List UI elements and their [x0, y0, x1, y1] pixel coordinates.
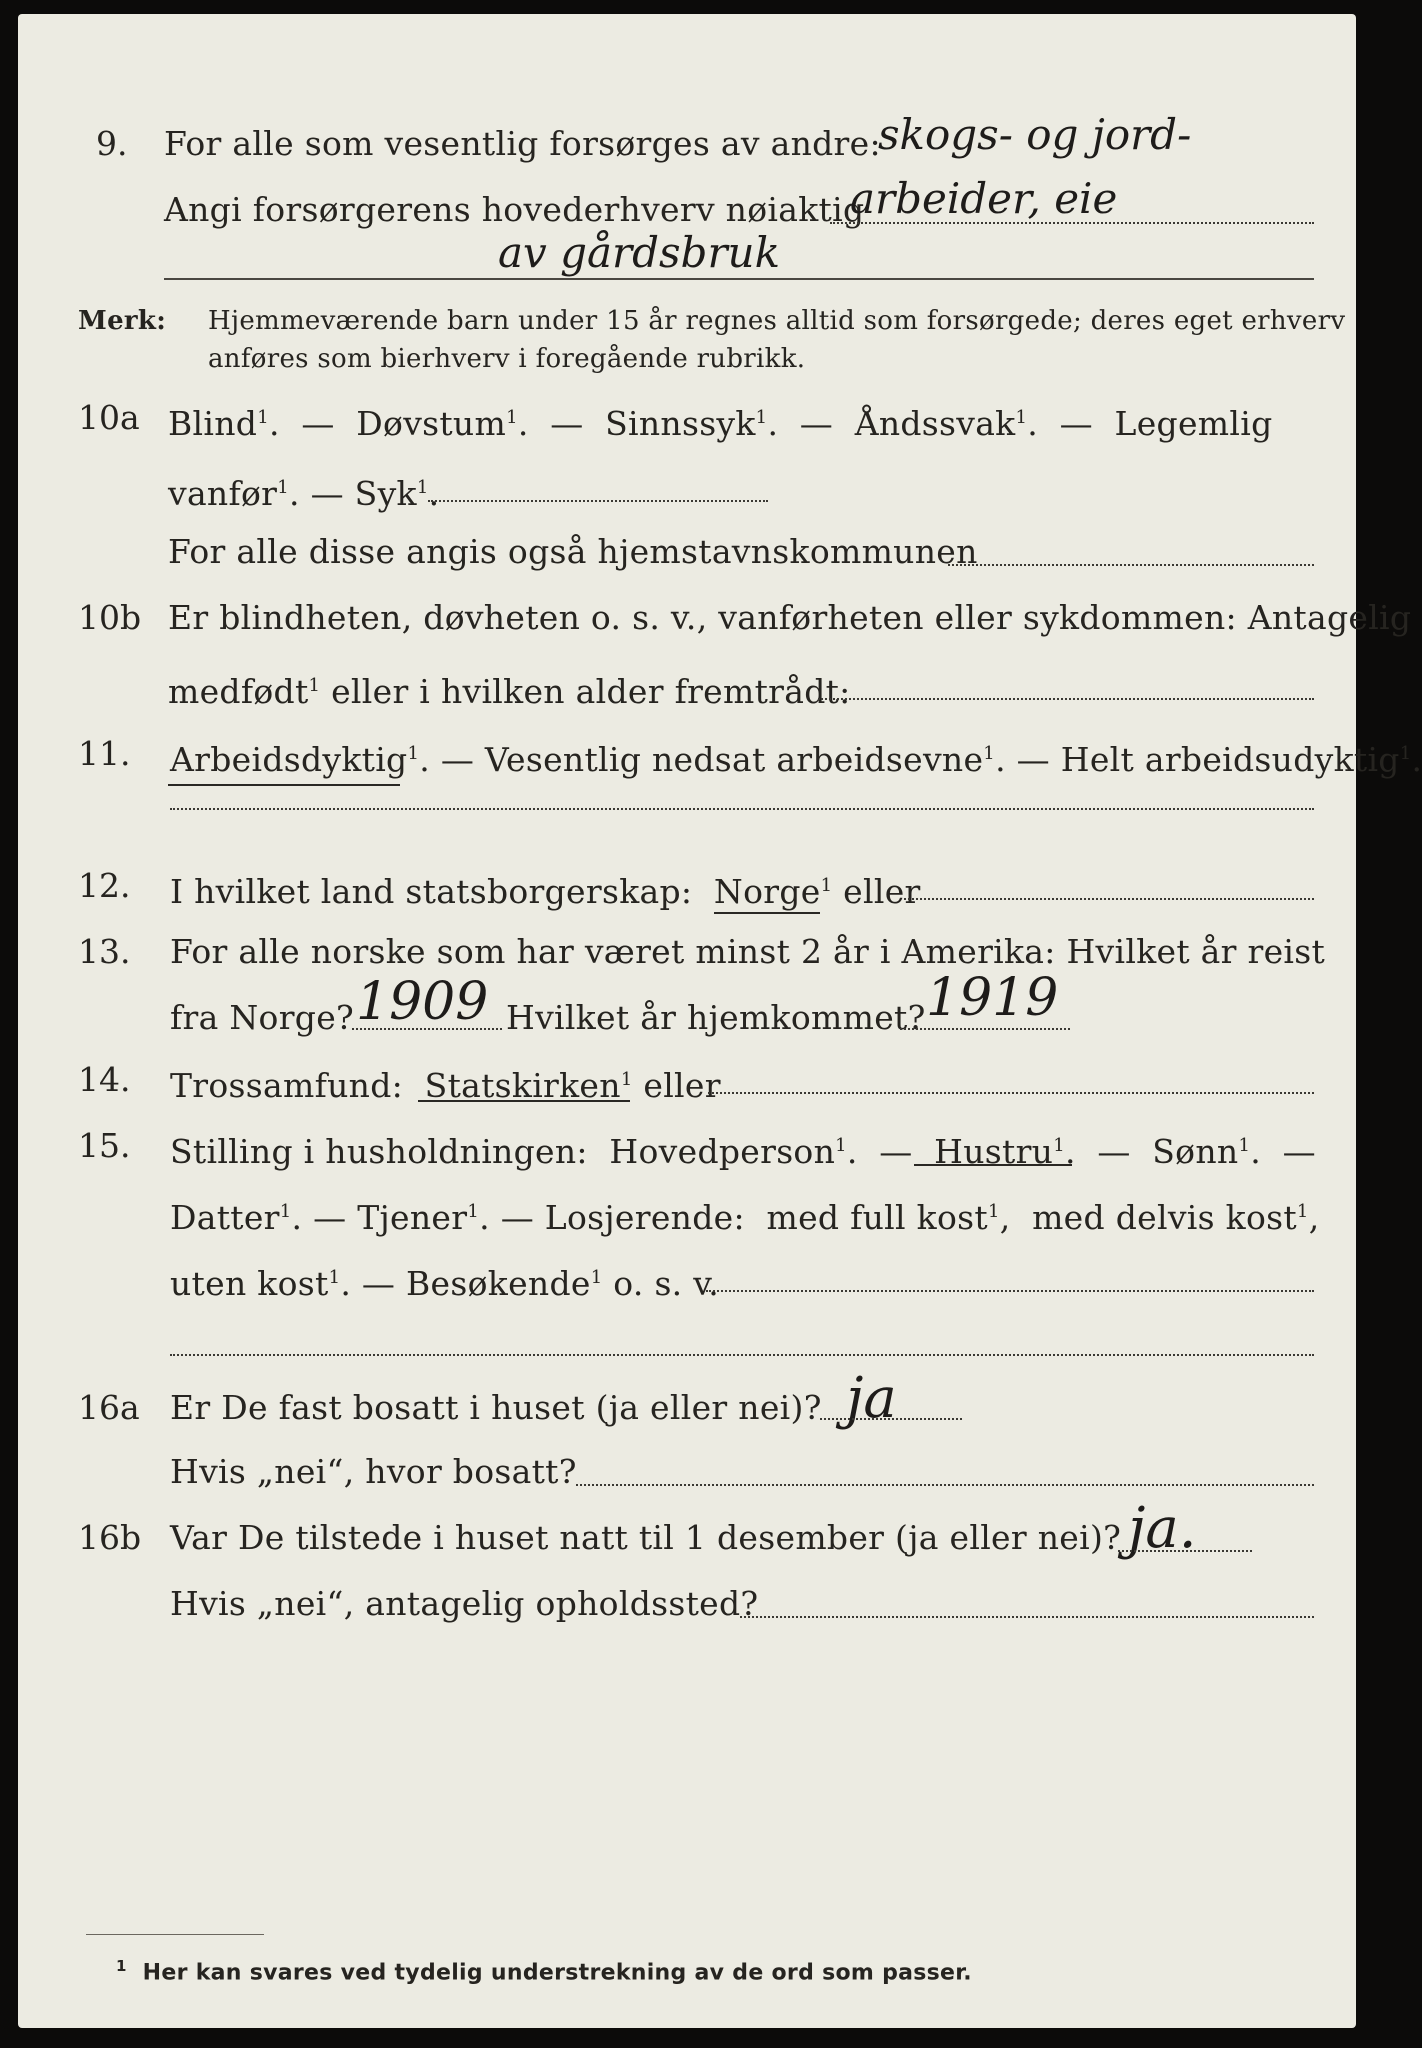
q12-number: 12.	[78, 866, 131, 905]
q11-line1: Arbeidsdyktig$^1$. — Vesentlig nedsat arbeidsevne$^1$. — Helt arbeidsudyktig$^1$.	[170, 740, 1422, 779]
q14-answer-line	[708, 1092, 1314, 1094]
q16a-number: 16a	[78, 1388, 140, 1427]
q15-line2: Datter$^1$. — Tjener$^1$. — Losjerende: med full kost$^1$, med delvis kost$^1$,	[170, 1198, 1320, 1237]
q13-hjemkommet: Hvilket år hjemkommet?	[506, 998, 926, 1037]
q9-number: 9.	[96, 124, 128, 163]
q16b-answer-line-2	[740, 1616, 1314, 1618]
q10a-answer-line-2	[948, 564, 1314, 566]
q13-answer-line-1	[352, 1028, 502, 1030]
q14-underline-statskirken	[418, 1100, 630, 1102]
q13-answer-line-2	[900, 1028, 1070, 1030]
q12-underline-norge	[714, 912, 820, 914]
q15-answer-line-2	[170, 1354, 1314, 1356]
q9-handwriting-3: av gårdsbruk	[498, 228, 781, 277]
q10a-line3: For alle disse angis også hjemstavnskommunen	[168, 532, 978, 571]
q16b-answer: ja.	[1128, 1496, 1197, 1561]
footnote-separator	[86, 1934, 264, 1935]
q9-handwriting-2: arbeider, eie	[850, 174, 1118, 223]
q14-line1: Trossamfund: Statskirken$^1$ eller	[170, 1066, 721, 1105]
q9-answer-line-2	[164, 278, 1314, 280]
q13-line1: For alle norske som har været minst 2 år i Amerika: Hvilket år reist	[170, 932, 1326, 971]
q16b-line1: Var De tilstede i huset natt til 1 desember (ja eller nei)?	[170, 1518, 1122, 1557]
q10a-answer-line-1	[428, 500, 768, 502]
q10b-line1: Er blindheten, døvheten o. s. v., vanførheten eller sykdommen: Antagelig	[168, 598, 1412, 637]
q16a-line1: Er De fast bosatt i huset (ja eller nei)?	[170, 1388, 822, 1427]
q13-hjemkommet-year: 1919	[926, 968, 1059, 1028]
q13-reist-year: 1909	[356, 972, 489, 1032]
q16b-number: 16b	[78, 1518, 142, 1557]
q16b-answer-line-1	[1118, 1550, 1252, 1552]
q10b-number: 10b	[78, 598, 142, 637]
q13-fra-norge: fra Norge?	[170, 998, 355, 1037]
census-form-page	[18, 14, 1422, 2028]
q10b-answer-line	[818, 698, 1314, 700]
q15-line1: Stilling i husholdningen: Hovedperson$^1$. — Hustru$^1$. — Sønn$^1$. —	[170, 1132, 1316, 1171]
q13-number: 13.	[78, 932, 131, 971]
merk-line2: anføres som bierhverv i foregående rubrikk.	[208, 344, 806, 374]
q15-line3: uten kost$^1$. — Besøkende$^1$ o. s. v.	[170, 1264, 720, 1303]
merk-label: Merk:	[78, 306, 167, 336]
q16a-answer-line-1	[820, 1418, 962, 1420]
footnote: $^1$ Her kan svares ved tydelig understrekning av de ord som passer.	[116, 1957, 972, 1986]
q10a-line1: Blind$^1$. — Døvstum$^1$. — Sinnssyk$^1$. — Åndssvak$^1$. — Legemlig	[168, 404, 1273, 443]
q11-underline-arbeidsdyktig	[168, 784, 400, 786]
q16a-answer-line-2	[576, 1484, 1314, 1486]
q15-answer-line-1	[706, 1290, 1314, 1292]
q16b-line2: Hvis „nei“, antagelig opholdssted?	[170, 1584, 759, 1623]
q9-line2: Angi forsørgerens hovederhverv nøiaktig	[164, 190, 865, 229]
q12-answer-line	[904, 898, 1314, 900]
q16a-line2: Hvis „nei“, hvor bosatt?	[170, 1452, 577, 1491]
q9-handwriting-1: skogs- og jord-	[878, 110, 1192, 159]
q9-line1: For alle som vesentlig forsørges av andre:	[164, 124, 881, 163]
merk-line1: Hjemmeværende barn under 15 år regnes alltid som forsørgede; deres eget erhverv	[208, 306, 1346, 336]
q14-number: 14.	[78, 1060, 131, 1099]
q12-line1: I hvilket land statsborgerskap: Norge$^1$ eller	[170, 872, 921, 911]
q10a-number: 10a	[78, 398, 140, 437]
q11-number: 11.	[78, 734, 131, 773]
q15-underline-hustru	[914, 1164, 1072, 1166]
q16a-answer: ja	[846, 1366, 897, 1431]
q11-answer-line	[170, 808, 1314, 810]
q10b-line2: medfødt$^1$ eller i hvilken alder fremtrådt:	[168, 672, 851, 711]
q10a-line2: vanfør$^1$. — Syk$^1$.	[168, 474, 440, 513]
q15-number: 15.	[78, 1126, 131, 1165]
